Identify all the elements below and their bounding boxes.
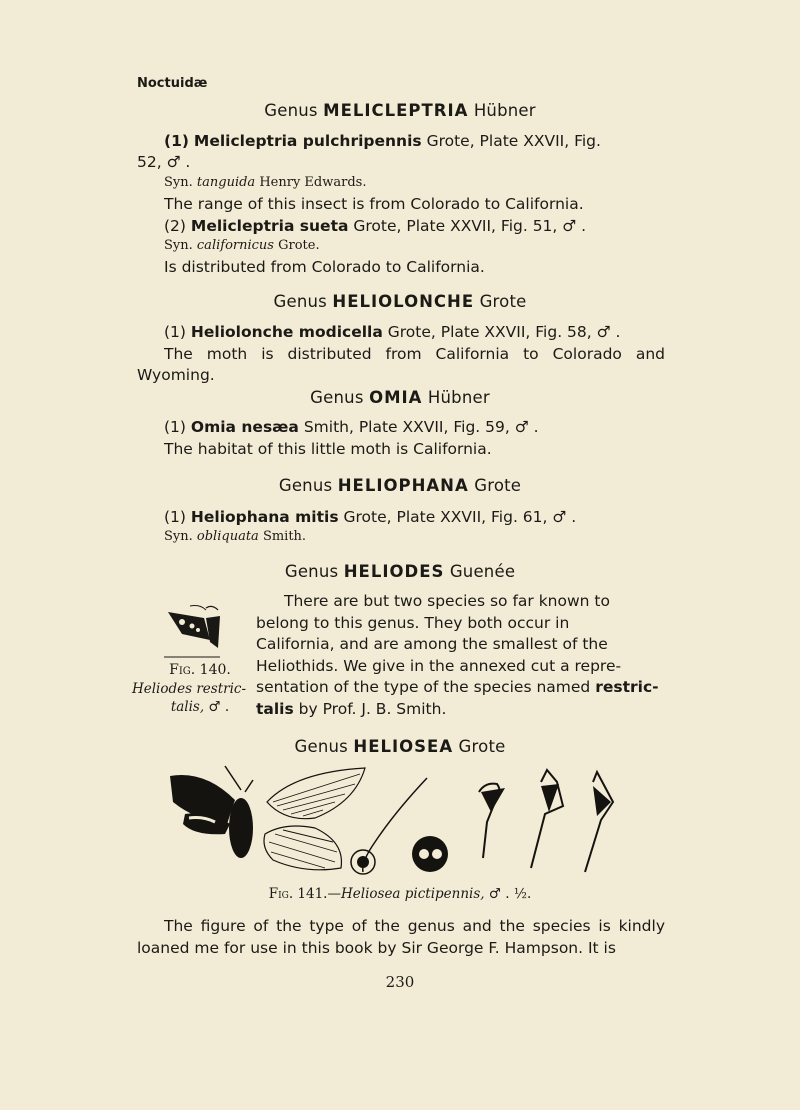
moth-figure-141 — [165, 762, 635, 880]
genus-prefix: Genus — [294, 737, 348, 756]
figure-caption-140-line1: Heliodes restric- — [131, 681, 247, 697]
genus-heading-heliosea — [0, 737, 800, 756]
syn-prefix: Syn. — [164, 529, 193, 544]
male-symbol: ♂ — [514, 418, 529, 436]
syn-author: Henry Edwards. — [259, 175, 367, 190]
figure-scale: ½. — [513, 886, 532, 902]
species-reference: Grote, Plate XXVII, Fig. 58, — [387, 323, 592, 341]
genus-name: HELIOPHANA — [337, 476, 469, 495]
syn-author: Grote. — [278, 238, 320, 253]
species-entry-nesaea: (1) Omia nesæa Smith, Plate XXVII, Fig. 59, ♂ . — [164, 418, 539, 436]
genus-author: Grote — [474, 476, 522, 495]
syn-name: tanguida — [196, 175, 256, 190]
genus-prefix: Genus — [273, 292, 327, 311]
genus-name: HELIODES — [343, 562, 445, 581]
male-symbol: ♂ — [596, 323, 611, 341]
genus-name: OMIA — [369, 388, 423, 407]
syn-name: californicus — [196, 238, 274, 253]
genus-name: HELIOSEA — [353, 737, 454, 756]
genus-prefix: Genus — [284, 562, 339, 581]
syn-prefix: Syn. — [164, 238, 193, 253]
caption-species: talis, — [170, 699, 205, 715]
text-span: by Prof. J. B. Smith. — [298, 699, 447, 718]
caption-species: Heliosea pictipennis, — [340, 886, 485, 902]
genus-author: Grote — [479, 292, 527, 311]
species-reference-cont: 52, — [137, 153, 162, 171]
entry-number: (1) — [164, 508, 186, 526]
text-line: California, and are among the smallest of the — [256, 635, 608, 653]
synonym-line — [164, 238, 320, 253]
genus-heading-heliophana — [0, 476, 800, 495]
text-line — [256, 699, 664, 721]
male-symbol: ♂ — [166, 153, 181, 171]
genus-prefix: Genus — [278, 476, 333, 495]
range-description: Is distributed from Colorado to California. — [164, 258, 485, 276]
figure-label-141: Fig. 141.— — [268, 886, 341, 902]
text-line: belong to this genus. They both occur in — [256, 613, 570, 632]
species-name: Melicleptria sueta — [190, 217, 349, 235]
heliodes-description — [256, 591, 664, 720]
species-name: Heliolonche modicella — [190, 323, 383, 341]
closing-paragraph: The figure of the type of the genus and the species is kindly loaned me for use in this book by Sir George F. Hampson. It is — [137, 917, 665, 957]
male-symbol: ♂ — [208, 699, 221, 715]
genus-author: Hübner — [427, 388, 490, 407]
species-reference: Smith, Plate XXVII, Fig. 59, — [303, 418, 510, 436]
entry-number: (1) — [164, 323, 186, 341]
range-description: The range of this insect is from Colorado to California. — [164, 195, 584, 213]
figure-caption-140-line2: talis, ♂ . — [170, 699, 230, 715]
genus-author: Hübner — [473, 101, 536, 120]
species-name-bold: restric- — [595, 678, 659, 696]
male-symbol: ♂ — [562, 217, 577, 235]
entry-number: (2) — [164, 217, 186, 235]
text-span: sentation of the type of the species named — [256, 678, 591, 696]
syn-prefix: Syn. — [164, 175, 193, 190]
synonym-line — [164, 175, 366, 190]
species-entry-pulchripennis: (1) Melicleptria pulchripennis Grote, Plate XXVII, Fig. 52, ♂ . — [137, 132, 601, 171]
figure-caption-141: Fig. 141.—Heliosea pictipennis, ♂ . ½. — [268, 886, 532, 902]
moth-figure-140 — [160, 600, 228, 660]
genus-author: Grote — [458, 737, 506, 756]
text-line: There are but two species so far known to — [284, 592, 610, 610]
genus-heading-heliodes — [0, 562, 800, 581]
genus-heading-meliclepstria — [0, 101, 800, 120]
species-entry-modicella: (1) Heliolonche modicella Grote, Plate XXVII, Fig. 58, ♂ . — [164, 323, 621, 341]
species-entry-sueta: (2) Melicleptria sueta Grote, Plate XXVII, Fig. 51, ♂ . — [164, 217, 587, 235]
species-name: Omia nesæa — [190, 418, 299, 436]
genus-prefix: Genus — [310, 388, 364, 407]
text-line: Heliothids. We give in the annexed cut a repre- — [256, 656, 622, 675]
synonym-line — [164, 529, 306, 544]
syn-name: obliquata — [196, 529, 259, 544]
genus-name: MELICLEPTRIA — [323, 101, 469, 120]
entry-number: (1) — [164, 418, 186, 436]
species-entry-mitis: (1) Heliophana mitis Grote, Plate XXVII, Fig. 61, ♂ . — [164, 508, 577, 526]
genus-author: Guenée — [449, 562, 516, 581]
genus-name: HELIOLONCHE — [332, 292, 475, 311]
entry-number: (1) — [164, 132, 189, 150]
species-name-bold: talis — [256, 699, 294, 718]
running-head: Noctuidæ — [137, 76, 208, 91]
syn-author: Smith. — [262, 529, 307, 544]
species-name: Heliophana mitis — [190, 508, 339, 526]
figure-label-140: Fig. 140. — [169, 662, 231, 678]
species-reference: Grote, Plate XXVII, Fig. 51, — [353, 217, 558, 235]
genus-heading-omia — [0, 388, 800, 407]
species-reference: Grote, Plate XXVII, Fig. 61, — [343, 508, 548, 526]
genus-prefix: Genus — [264, 101, 318, 120]
text-line — [256, 677, 664, 699]
page-number: 230 — [385, 973, 415, 991]
range-description: The moth is distributed from California to Colorado and Wyoming. — [137, 345, 665, 384]
species-name: Melicleptria pulchripennis — [193, 132, 422, 150]
species-reference: Grote, Plate XXVII, Fig. — [426, 132, 601, 150]
range-description: The habitat of this little moth is California. — [164, 440, 492, 458]
male-symbol: ♂ — [488, 886, 501, 902]
male-symbol: ♂ — [552, 508, 567, 526]
genus-heading-heliolonche — [0, 292, 800, 311]
